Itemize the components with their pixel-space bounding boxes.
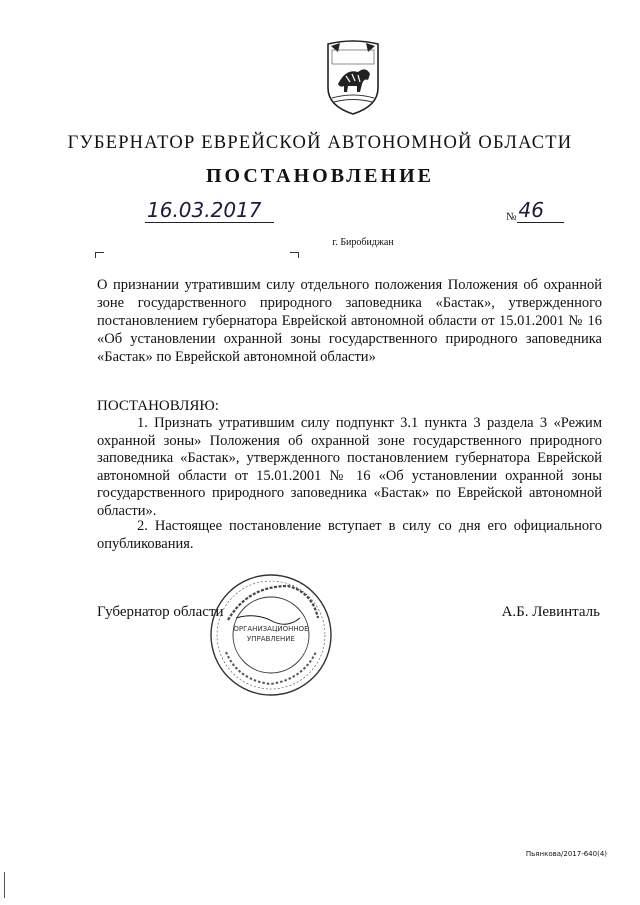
scan-edge-mark: [4, 872, 5, 898]
stamp-text-line-1: ОРГАНИЗАЦИОННОЕ: [233, 625, 309, 633]
document-date: 16.03.2017: [145, 198, 274, 223]
stamp-text-line-2: УПРАВЛЕНИЕ: [247, 635, 295, 643]
document-subject: О признании утратившим силу отдельного положения Положения об охранной зоне государственного природного заповедника «Бастак», утвержденного постановлением губернатора Еврейской автономной области от 15.01.2001 № 16 «Об установлении охранной зоны государственного природного заповедника «Бастак» по Еврейской автономной области»: [97, 277, 602, 365]
corner-mark-right: [290, 252, 299, 258]
corner-mark-left: [95, 252, 104, 258]
document-type: ПОСТАНОВЛЕНИЕ: [206, 165, 434, 187]
document-number-field: [506, 198, 564, 223]
signatory-title: Губернатор области: [97, 604, 224, 620]
paragraph-2: 2. Настоящее постановление вступает в силу со дня его официального опубликования.: [97, 518, 602, 552]
decree-word: ПОСТАНОВЛЯЮ:: [97, 398, 219, 414]
city: г. Биробиджан: [332, 237, 394, 248]
signatory-name: А.Б. Левинталь: [501, 604, 600, 620]
document-number: 46: [517, 198, 564, 223]
round-seal-stamp: [208, 572, 334, 698]
coat-of-arms-icon: [320, 40, 386, 116]
number-label: №: [506, 211, 517, 223]
footer-reference: Пьянкова/2017-640(4): [525, 850, 607, 858]
issuing-authority: ГУБЕРНАТОР ЕВРЕЙСКОЙ АВТОНОМНОЙ ОБЛАСТИ: [67, 133, 573, 153]
paragraph-1: 1. Признать утратившим силу подпункт 3.1 пункта 3 раздела 3 «Режим охранной зоны» Положения об охранной зоне государственного природного заповедника «Бастак», утвержденного постановлением губернатора Еврейской автономной области от 15.01.2001 № 16 «Об установлении охранной зоны государственного природного заповедника «Бастак» по Еврейской автономной области».: [97, 415, 602, 519]
